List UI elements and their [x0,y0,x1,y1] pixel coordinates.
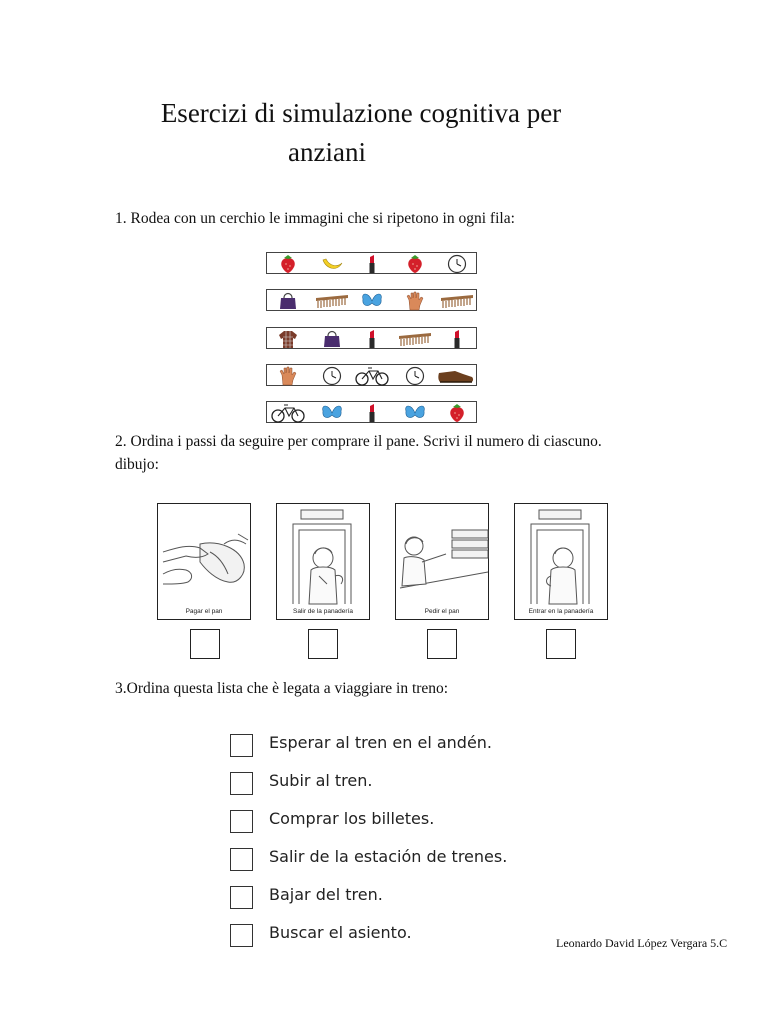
shirt-icon[interactable] [279,331,297,348]
shoe-icon[interactable] [438,371,473,382]
comb-icon[interactable] [316,295,348,308]
clock-icon[interactable] [407,368,424,385]
step-number-box-4[interactable] [546,629,576,659]
hand-icon[interactable] [407,292,423,310]
train-list-item-label: Buscar el asiento. [269,923,412,942]
step-card-order-bread [395,503,489,620]
icon-row-4 [266,364,477,386]
card-caption: Entrar en la panadería [528,608,594,615]
exercise-1-prompt: 1. Rodea con un cerchio le immagini che si ripetono in ogni fila: [115,210,515,227]
train-list-item-label: Comprar los billetes. [269,809,435,828]
step-number-box-3[interactable] [427,629,457,659]
icon-row-1 [266,252,477,274]
step-card-enter-bakery [514,503,608,620]
handbag-icon[interactable] [280,294,296,310]
exercise-2-prompt-line2: dibujo: [115,456,159,473]
train-list-item-label: Salir de la estación de trenes. [269,847,508,866]
icon-row-5 [266,401,477,423]
card-caption: Pagar el pan [185,608,223,615]
bicycle-icon[interactable] [356,368,388,385]
order-checkbox[interactable] [230,810,253,833]
leaving-bakery-illustration-icon [277,504,371,621]
butterfly-icon[interactable] [363,294,382,306]
train-list-item-label: Bajar del tren. [269,885,383,904]
strawberry-icon[interactable] [408,255,422,273]
page-title-line2: anziani [288,137,366,167]
comb-icon[interactable] [399,333,431,346]
banana-icon[interactable] [323,259,342,268]
order-checkbox[interactable] [230,772,253,795]
card-caption: Salir de la panadería [293,608,353,615]
hand-icon[interactable] [280,367,296,385]
exercise-2-prompt: 2. Ordina i passi da seguire per comprare il pane. Scrivi il numero di ciascuno. [115,433,602,450]
order-checkbox[interactable] [230,886,253,909]
lipstick-icon[interactable] [370,330,375,348]
train-list-item-label: Subir al tren. [269,771,373,790]
butterfly-icon[interactable] [406,406,425,418]
step-number-box-1[interactable] [190,629,220,659]
order-checkbox[interactable] [230,924,253,947]
exercise-3-prompt: 3.Ordina questa lista che è legata a viaggiare in treno: [115,680,449,697]
ordering-bread-illustration-icon [396,504,490,621]
entering-bakery-illustration-icon [515,504,609,621]
lipstick-icon[interactable] [370,404,375,422]
step-card-leave-bakery [276,503,370,620]
handbag-icon[interactable] [324,332,340,348]
card-caption: Pedir el pan [424,608,460,615]
clock-icon[interactable] [449,256,466,273]
lipstick-icon[interactable] [455,330,460,348]
butterfly-icon[interactable] [323,406,342,418]
paying-bread-illustration-icon [158,504,252,621]
strawberry-icon[interactable] [281,255,295,273]
step-card-pay-bread [157,503,251,620]
icon-row-3 [266,327,477,349]
strawberry-icon[interactable] [450,404,464,422]
step-number-box-2[interactable] [308,629,338,659]
icon-row-2 [266,289,477,311]
bicycle-icon[interactable] [272,405,304,422]
order-checkbox[interactable] [230,734,253,757]
order-checkbox[interactable] [230,848,253,871]
author-signature: Leonardo David López Vergara 5.C [556,936,728,950]
clock-icon[interactable] [324,368,341,385]
page-title: Esercizi di simulazione cognitiva per [160,98,562,128]
lipstick-icon[interactable] [370,255,375,273]
comb-icon[interactable] [441,295,473,308]
train-list-item-label: Esperar al tren en el andén. [269,733,493,752]
